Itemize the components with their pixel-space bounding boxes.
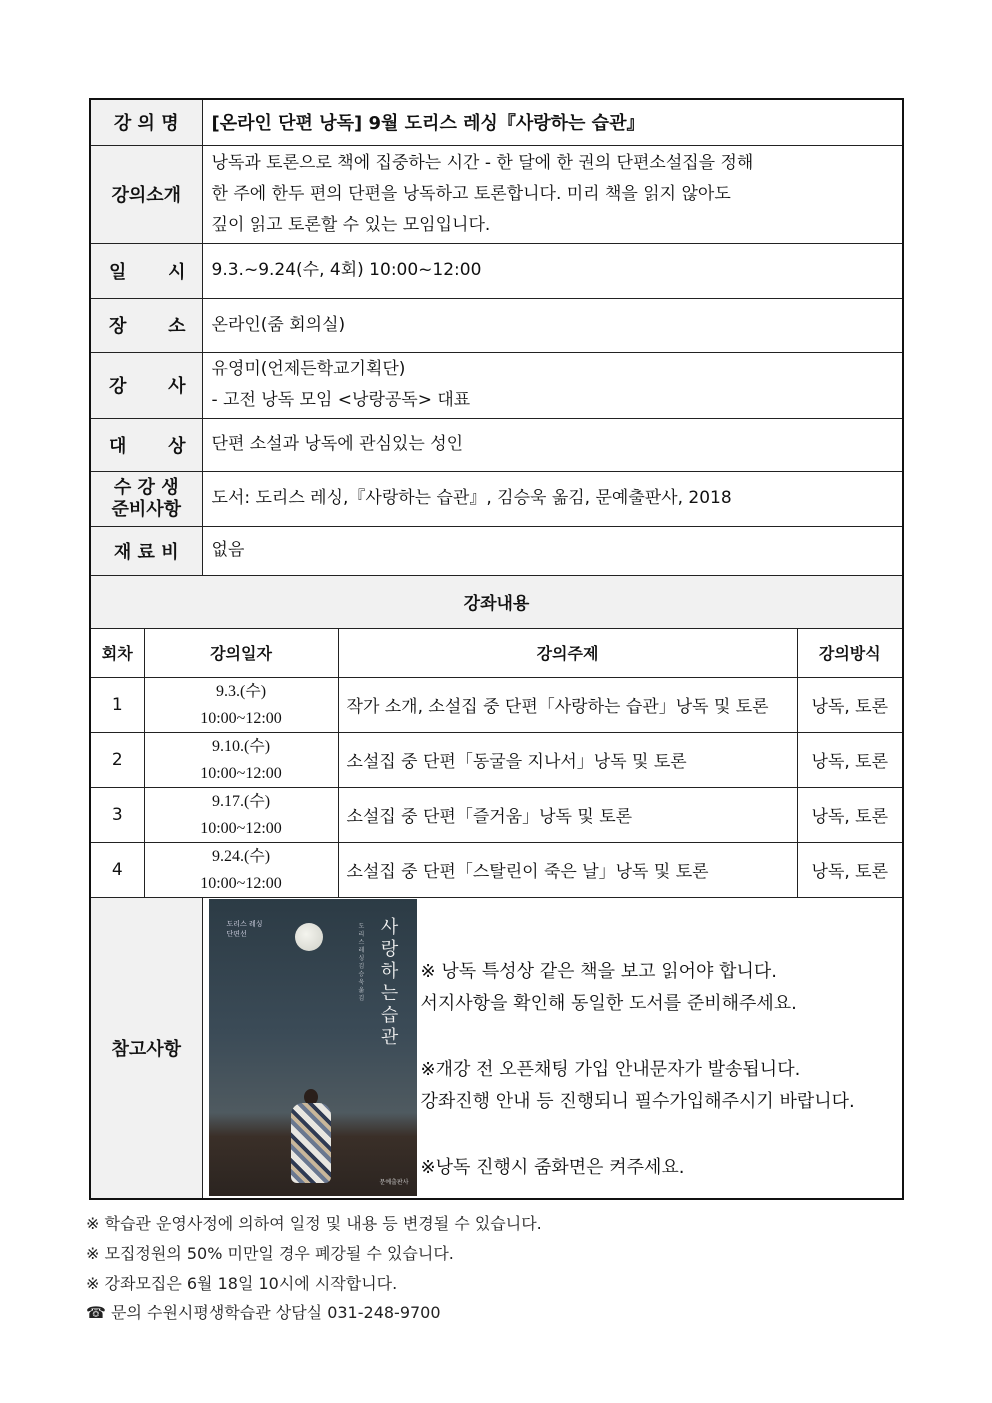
intro-text	[202, 145, 903, 243]
table-row	[90, 787, 903, 842]
session-date	[144, 732, 338, 787]
table-row	[90, 732, 903, 787]
session-topic: 소설집 중 단편「스탈린이 죽은 날」낭독 및 토론	[338, 842, 797, 897]
reference-label: 참고사항	[90, 897, 202, 1199]
instructor-line: - 고전 낭독 모임 <낭랑공독> 대표	[211, 390, 471, 410]
session-date	[144, 842, 338, 897]
fee-label: 재 료 비	[90, 526, 202, 575]
intro-label: 강의소개	[90, 145, 202, 243]
session-topic: 소설집 중 단편「동굴을 지나서」낭독 및 토론	[338, 732, 797, 787]
book-cover-image	[209, 899, 417, 1196]
book-publisher: 문예출판사	[379, 1178, 409, 1186]
schedule-label-b: 시	[168, 261, 186, 283]
fee-value: 없음	[202, 526, 903, 575]
course-name-label: 강 의 명	[90, 99, 202, 145]
target-label	[90, 418, 202, 471]
book-series	[227, 919, 263, 939]
table-row	[90, 842, 903, 897]
schedule-value: 9.3.~9.24(수, 4회) 10:00~12:00	[202, 243, 903, 298]
session-day: 9.17.(수)	[211, 792, 271, 810]
session-time: 10:00~12:00	[200, 764, 282, 782]
course-sheet	[89, 98, 902, 1200]
prep-label-line: 수 강 생	[113, 476, 179, 498]
session-topic: 작가 소개, 소설집 중 단편「사랑하는 습관」낭독 및 토론	[338, 677, 797, 732]
session-method: 낭독, 토론	[797, 787, 903, 842]
note-line: 서지사항을 확인해 동일한 도서를 준비해주세요.	[420, 992, 797, 1014]
prep-label	[90, 471, 202, 526]
instructor-label-a: 강	[109, 376, 127, 397]
schedule-label	[90, 243, 202, 298]
schedule-label-a: 일	[109, 261, 127, 283]
instructor-label	[90, 352, 202, 418]
note-line: ※ 낭독 특성상 같은 책을 보고 읽어야 합니다.	[420, 960, 777, 982]
session-date	[144, 787, 338, 842]
col-header-method: 강의방식	[797, 628, 903, 677]
instructor-label-b: 사	[168, 376, 186, 397]
intro-line: 낭독과 토론으로 책에 집중하는 시간 - 한 달에 한 권의 단편소설집을 정해	[211, 152, 754, 173]
book-subtitle: 도리스 레싱 김승욱 옮김	[358, 922, 365, 1002]
course-info-table	[89, 98, 904, 1200]
target-label-a: 대	[109, 435, 127, 457]
place-label-a: 장	[109, 316, 127, 337]
woman-figure-illustration	[289, 1089, 333, 1196]
book-title: 사랑하는습관	[380, 916, 399, 1048]
session-time: 10:00~12:00	[200, 819, 282, 837]
book-series-label: 단편선	[226, 929, 247, 938]
instructor-line: 유영미(언제든학교기획단)	[211, 359, 406, 379]
session-day: 9.24.(수)	[211, 847, 271, 865]
table-row	[90, 677, 903, 732]
footer-contact: ☎ 문의 수원시평생학습관 상담실 031-248-9700	[86, 1303, 441, 1322]
col-header-topic: 강의주제	[338, 628, 797, 677]
place-value: 온라인(줌 회의실)	[202, 298, 903, 352]
place-label	[90, 298, 202, 352]
footer-note: ※ 학습관 운영사정에 의하여 일정 및 내용 등 변경될 수 있습니다.	[86, 1214, 542, 1233]
session-date	[144, 677, 338, 732]
note-line: ※개강 전 오픈채팅 가입 안내문자가 발송됩니다.	[420, 1058, 801, 1080]
intro-line: 깊이 읽고 토론할 수 있는 모임입니다.	[211, 214, 491, 235]
session-number: 1	[90, 677, 144, 732]
target-value: 단편 소설과 낭독에 관심있는 성인	[202, 418, 903, 471]
reference-content	[202, 897, 903, 1199]
footer-note: ※ 모집정원의 50% 미만일 경우 폐강될 수 있습니다.	[86, 1244, 454, 1263]
session-time: 10:00~12:00	[200, 709, 282, 727]
session-method: 낭독, 토론	[797, 677, 903, 732]
session-time: 10:00~12:00	[200, 874, 282, 892]
course-name: [온라인 단편 낭독] 9월 도리스 레싱『사랑하는 습관』	[202, 99, 903, 145]
session-number: 4	[90, 842, 144, 897]
session-method: 낭독, 토론	[797, 732, 903, 787]
prep-value: 도서: 도리스 레싱,『사랑하는 습관』, 김승욱 옮김, 문예출판사, 2018	[202, 471, 903, 526]
col-header-date: 강의일자	[144, 628, 338, 677]
note-line: 강좌진행 안내 등 진행되니 필수가입해주시기 바랍니다.	[420, 1090, 855, 1112]
footer-note: ※ 강좌모집은 6월 18일 10시에 시작합니다.	[86, 1274, 398, 1293]
session-number: 3	[90, 787, 144, 842]
col-header-session: 회차	[90, 628, 144, 677]
session-day: 9.3.(수)	[215, 682, 267, 700]
moon-icon	[295, 923, 323, 951]
target-label-b: 상	[168, 435, 186, 457]
session-topic: 소설집 중 단편「즐거움」낭독 및 토론	[338, 787, 797, 842]
instructor-value	[202, 352, 903, 418]
session-method: 낭독, 토론	[797, 842, 903, 897]
book-author: 도리스 레싱	[226, 919, 263, 928]
prep-label-line: 준비사항	[111, 498, 182, 520]
curriculum-title: 강좌내용	[90, 575, 903, 628]
place-label-b: 소	[168, 316, 186, 337]
session-number: 2	[90, 732, 144, 787]
intro-line: 한 주에 한두 편의 단편을 낭독하고 토론합니다. 미리 책을 읽지 않아도	[211, 183, 731, 204]
note-line: ※낭독 진행시 줌화면은 켜주세요.	[420, 1156, 685, 1178]
session-day: 9.10.(수)	[211, 737, 271, 755]
